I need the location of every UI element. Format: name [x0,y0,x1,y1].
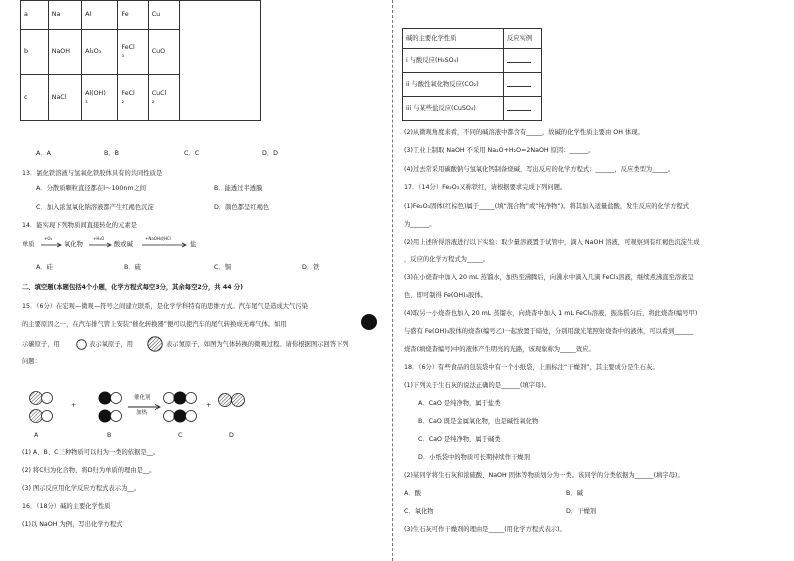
q16-part3: (3)工业上制取 NaOH 不采用 Na₂O+H₂O=2NaOH 原因：______。 [404,147,595,154]
table-cell [504,73,542,97]
q18-line4: (3)生石灰可作干燥剂的理由是_____(用化学方程式表示)。 [404,526,566,533]
label-d: D [229,432,234,439]
table-row [403,49,542,73]
table-cell: Cu [148,1,179,30]
q17-line1: 17．（14分）Fe₂O₃又称铁红，请根据要求完成下列问题。 [404,184,567,191]
q16-line2: (1)以 NaOH 为例，写出化学方程式 [22,521,123,528]
q17-line8: (4)取另一小烧杳也加入 20 mL 蒸馏水，向烧杳中加入 1 mL FeCl₃溶液，振荡摇匀后，将此烧杳(编号甲) [404,310,698,317]
table-header: 反应实例 [504,29,542,49]
arrow-icon [142,242,188,248]
molecule-a [30,392,53,423]
molecule-b [99,392,122,423]
reaction-heat: 加热 [136,410,148,416]
q18-line2: (1)下列关于生石灰的说法正确的是______(填字母)。 [404,382,551,389]
label-a: A [34,432,39,439]
element-table [20,0,180,121]
table-cell: a [21,1,49,30]
table-cell: ii 与酸性氧化物反应(CO₂) [403,73,504,97]
table-cell: Na [48,1,81,30]
q18-option-c[interactable]: C．CaO 是纯净物，属于碱类 [418,436,501,443]
table-row [403,97,542,121]
q15-sub2: (2) 将C归为化合物，将D归为单质的理由是__。 [22,467,156,474]
chain-salt: 盐 [190,241,197,248]
table-cell: iii 与某些盐反应(CuSO₄) [403,97,504,121]
q13-option-b[interactable]: B．能透过半透膜 [214,185,263,192]
q14-stem: 14．能实现下列物质间直接转化的元素是 [22,222,138,229]
table-cell: CuCl ₂ [148,75,179,121]
column-divider [392,0,393,561]
table-cell: FeCl ₂ [118,75,148,121]
base-properties-table [402,28,542,121]
q18-choice-a[interactable]: A．酸 [404,490,421,497]
arrow-icon [41,242,63,248]
table-row [21,1,180,30]
table-cell: Al [82,1,118,30]
q13-option-c[interactable]: C．加入浓氢氧化钠溶液都产生红褐色沉淀 [36,204,154,211]
arrow-icon [89,242,113,248]
q17-line4: (2)用上述所得溶液进行以下实验：取少量溶液置于试管中，滴入 NaOH 溶液，可观察到有红褐色沉淀生成 [404,239,700,246]
table-cell: Al(OH) ₃ [82,75,118,121]
table-cell [504,97,542,121]
table-cell: FeCl ₃ [118,30,148,75]
q15-line3c: 表示氮原子，如图为气体转换的微观过程。请你根据图示回答下列 [166,341,349,348]
q18-option-b[interactable]: B．CaO 既是金属氧化物，也是碱性氧化物 [418,418,539,425]
q16-part2: (2)从微观角度来看，不同的碱溶液中都含有_____，故碱的化学性质主要由 OH 体现。 [404,129,644,136]
q17-line2: (1)Fe₂O₃固体(红棕色)属于_____(填“混合物”或“纯净物”)。将其加入适量盐酸，发生反应的化学方程式 [404,203,690,210]
table-header: 碱的主要化学性质 [403,29,504,49]
label-c: C [178,432,183,439]
q18-line1: 18．（6分）有些食品的包装袋中有一个小纸袋，上面标注“干燥剂”，其主要成分是生石灰。 [404,364,659,371]
arrow2-label: +H₂O [93,236,105,241]
table-row [21,30,180,75]
table-cell: NaOH [48,30,81,75]
q15-line3a: 示碳原子，用 [22,341,60,348]
molecule-c [164,392,197,423]
chain-oxide: 氧化物 [64,241,83,248]
q15-sub1: (1) A、B、C三种物质可以归为一类的依据是__。 [22,449,160,456]
q18-line3: (2)某同学将生石灰和浓硫酸、NaOH 固体等物质划分为一类。该同学的分类依据为______(填字母)。 [404,472,684,479]
q14-option-a[interactable]: A．硅 [36,264,53,271]
q15-line2: 的主要原因之一，在汽车排气管上安装“催化转换器”便可以使汽车的尾气转换成无毒气体。如用 [22,321,287,328]
q18-choice-c[interactable]: C．氧化物 [404,508,434,515]
answer-blank[interactable] [507,56,531,63]
chain-simple-substance: 单质 [22,241,35,248]
reaction-catalyst: 催化剂 [134,395,151,401]
q17-line5: ，反应的化学方程式为_____。 [404,256,490,263]
q14-option-b[interactable]: B．硫 [124,264,141,271]
table-header-row [403,29,542,49]
table-blank-area [172,0,261,121]
table-cell: b [21,30,49,75]
option-d[interactable]: D．D [262,150,278,157]
table-row [21,75,180,121]
arrow1-label: +O₂ [44,236,53,241]
option-b[interactable]: B．B [104,150,119,157]
q17-line10: 烧杳(填烧杳编号)中的液体产生明亮的光路，该现象称为_____效应。 [404,346,595,353]
q18-option-a[interactable]: A．CaO 是纯净物，属于盐类 [418,400,501,407]
q15-sub3: (3) 图示反应用化学反应方程式表示为__。 [22,485,140,492]
q18-option-d[interactable]: D．小纸袋中的物质可长期持续作干燥剂 [418,454,530,461]
table-cell: c [21,75,49,121]
conversion-chain [22,237,262,251]
q17-line3: 为______。 [404,221,436,228]
plus-sign: + [206,402,212,409]
q13-option-a[interactable]: A．分散质颗粒直径都在l～100nm之间 [36,185,147,192]
q18-choice-b[interactable]: B．碱 [566,490,583,497]
q14-option-c[interactable]: C．铜 [214,264,231,271]
table-cell: Al₂O₃ [82,30,118,75]
q16-part4: (4)过去常采用碳酸钠与氢氧化钙制备烧碱，写出反应的化学方程式：______，反应类型为_____。 [404,166,675,173]
q18-choice-d[interactable]: D．干燥剂 [566,508,597,515]
answer-blank[interactable] [507,80,531,87]
chain-acid-or-base: 酸或碱 [114,241,133,248]
molecule-d [219,394,245,407]
q15-line4: 问题： [22,358,41,365]
table-row [403,73,542,97]
table-cell: i 与酸反应(H₂SO₄) [403,49,504,73]
table-cell [504,49,542,73]
q14-option-d[interactable]: D．铁 [302,264,320,271]
option-c[interactable]: C．C [184,150,200,157]
option-a[interactable]: A．A [36,150,51,157]
carbon-atom-icon [361,314,377,330]
answer-blank[interactable] [507,104,531,111]
plus-sign: + [71,402,77,409]
q15-line3b: 表示氧原子，用 [89,341,134,348]
q15-line1: 15．（6分）在宏观—微观—符号之间建立联系，是化学学科特有的思维方式。汽车尾气是造成大气污染 [22,303,308,310]
q13-stem: 13．氯化铁溶液与氢氧化铁胶体具有的共同性质是 [22,170,163,177]
table-cell: Fe [118,1,148,30]
q16-line1: 16．（18分）碱的主要化学性质 [22,503,111,510]
q17-line9: 与盛有 Fe(OH)₃胶体的烧杳(编号乙)一起放置于暗处，分别用激光笔照射烧杳中的液体，可以看到______ [404,328,694,335]
section-heading: 二、填空题(本题包括4个小题，化学方程式每空3分，其余每空2分，共 44 分) [22,284,243,291]
q17-line6: (3)在小烧杳中加入 20 mL 蒸馏水，加热至沸腾后，向沸水中滴入几滴 FeCl₃溶液，继续煮沸直至溶液呈 [404,274,694,281]
arrow3-label: +NaOH或HCl [145,236,171,241]
q13-option-d[interactable]: D．颜色都呈红褐色 [214,204,270,211]
oxygen-atom-icon [76,339,87,350]
table-cell: NaCl [48,75,81,121]
label-b: B [107,432,112,439]
nitrogen-atom-icon [147,336,163,352]
q17-line7: 色，即可制得 Fe(OH)₃胶体。 [404,292,487,299]
table-cell: CuO [148,30,179,75]
